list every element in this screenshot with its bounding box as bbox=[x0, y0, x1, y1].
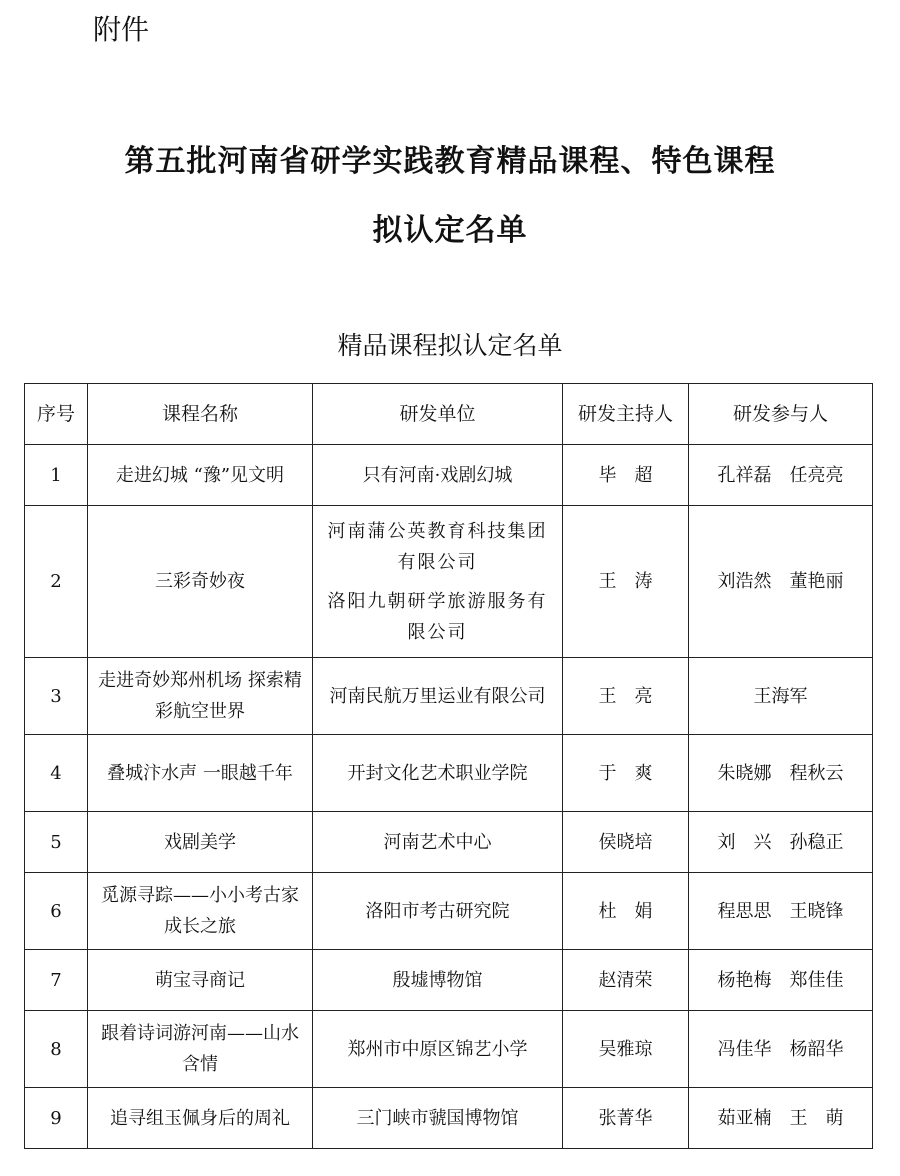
table-row bbox=[25, 1011, 873, 1088]
row-number: 4 bbox=[25, 735, 88, 812]
unit-gap bbox=[319, 578, 556, 586]
participants: 冯佳华 杨韶华 bbox=[689, 1011, 873, 1088]
dev-unit: 洛阳市考古研究院 bbox=[313, 873, 563, 950]
table-header-row bbox=[25, 384, 873, 445]
host: 张菁华 bbox=[563, 1088, 689, 1149]
table-row bbox=[25, 445, 873, 506]
col-header-no: 序号 bbox=[25, 384, 88, 445]
participants: 杨艳梅 郑佳佳 bbox=[689, 950, 873, 1011]
participants: 茹亚楠 王 萌 bbox=[689, 1088, 873, 1149]
page-title-line2: 拟认定名单 bbox=[372, 213, 528, 248]
dev-unit: 河南民航万里运业有限公司 bbox=[313, 658, 563, 735]
dev-unit: 只有河南·戏剧幻城 bbox=[313, 445, 563, 506]
attachment-label: 附件 bbox=[93, 13, 150, 46]
table-row bbox=[25, 735, 873, 812]
participants: 程思思 王晓锋 bbox=[689, 873, 873, 950]
host: 吴雅琼 bbox=[563, 1011, 689, 1088]
row-number: 1 bbox=[25, 445, 88, 506]
course-name: 追寻组玉佩身后的周礼 bbox=[88, 1088, 313, 1149]
course-name: 萌宝寻商记 bbox=[88, 950, 313, 1011]
col-header-course-name: 课程名称 bbox=[88, 384, 313, 445]
course-name: 叠城汴水声 一眼越千年 bbox=[88, 735, 313, 812]
table-row bbox=[25, 658, 873, 735]
dev-unit: 河南艺术中心 bbox=[313, 812, 563, 873]
host: 毕 超 bbox=[563, 445, 689, 506]
row-number: 9 bbox=[25, 1088, 88, 1149]
participants: 刘浩然 董艳丽 bbox=[689, 506, 873, 658]
course-name: 跟着诗词游河南——山水含情 bbox=[88, 1011, 313, 1088]
dev-unit: 开封文化艺术职业学院 bbox=[313, 735, 563, 812]
col-header-participants: 研发参与人 bbox=[689, 384, 873, 445]
dev-unit-line: 河南蒲公英教育科技集团有限公司 bbox=[327, 520, 548, 573]
page-title-line1: 第五批河南省研学实践教育精品课程、特色课程 bbox=[124, 144, 776, 179]
table-row bbox=[25, 506, 873, 658]
course-name: 三彩奇妙夜 bbox=[88, 506, 313, 658]
table-row bbox=[25, 873, 873, 950]
course-name: 走进奇妙郑州机场 探索精彩航空世界 bbox=[88, 658, 313, 735]
row-number: 7 bbox=[25, 950, 88, 1011]
table-row bbox=[25, 950, 873, 1011]
row-number: 8 bbox=[25, 1011, 88, 1088]
table-row bbox=[25, 812, 873, 873]
dev-unit: 殷墟博物馆 bbox=[313, 950, 563, 1011]
host: 赵清荣 bbox=[563, 950, 689, 1011]
course-name: 走进幻城 “豫”见文明 bbox=[88, 445, 313, 506]
host: 侯晓培 bbox=[563, 812, 689, 873]
course-name: 觅源寻踪——小小考古家成长之旅 bbox=[88, 873, 313, 950]
dev-unit bbox=[313, 506, 563, 658]
col-header-host: 研发主持人 bbox=[563, 384, 689, 445]
host: 杜 娟 bbox=[563, 873, 689, 950]
host: 王 涛 bbox=[563, 506, 689, 658]
host: 于 爽 bbox=[563, 735, 689, 812]
participants: 朱晓娜 程秋云 bbox=[689, 735, 873, 812]
course-name: 戏剧美学 bbox=[88, 812, 313, 873]
row-number: 5 bbox=[25, 812, 88, 873]
row-number: 6 bbox=[25, 873, 88, 950]
table-row bbox=[25, 1088, 873, 1149]
dev-unit: 三门峡市虢国博物馆 bbox=[313, 1088, 563, 1149]
participants: 刘 兴 孙稳正 bbox=[689, 812, 873, 873]
col-header-dev-unit: 研发单位 bbox=[313, 384, 563, 445]
row-number: 2 bbox=[25, 506, 88, 658]
participants: 王海军 bbox=[689, 658, 873, 735]
row-number: 3 bbox=[25, 658, 88, 735]
dev-unit-line: 洛阳九朝研学旅游服务有限公司 bbox=[327, 590, 548, 643]
host: 王 亮 bbox=[563, 658, 689, 735]
participants: 孔祥磊 任亮亮 bbox=[689, 445, 873, 506]
course-table bbox=[24, 383, 873, 1149]
table-subtitle: 精品课程拟认定名单 bbox=[337, 331, 563, 360]
dev-unit: 郑州市中原区锦艺小学 bbox=[313, 1011, 563, 1088]
